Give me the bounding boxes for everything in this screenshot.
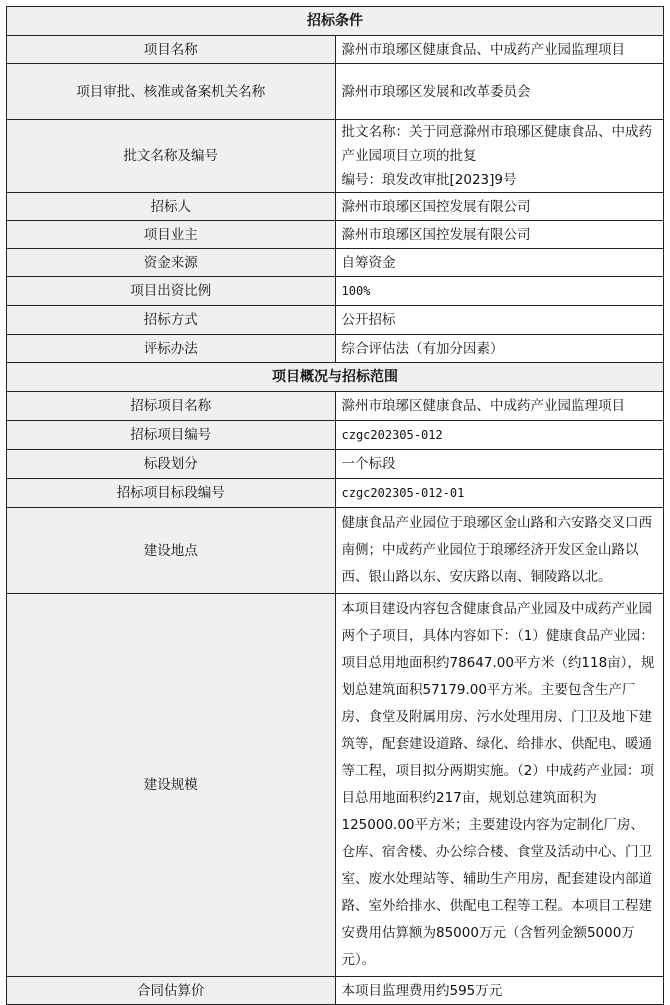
table-row xyxy=(7,221,664,249)
approval-doc-name: 批文名称：关于同意滁州市琅琊区健康食品、中成药产业园项目立项的批复 xyxy=(341,124,652,164)
row-value: 综合评估法（有加分因素） xyxy=(335,335,664,363)
row-label: 招标项目标段编号 xyxy=(7,479,336,508)
row-value: 本项目建设内容包含健康食品产业园及中成药产业园两个子项目，具体内容如下：（1）健康食品产业园：项目总用地面积约78647.00平方米（约118亩），规划总建筑面积57179.00平方米。主要包含生产厂房、食堂及附属用房、污水处理用房、门卫及地下建筑等，配套建设道路、绿化、给排水、供配电、暖通等工程，项目拟分两期实施。（2）中成药产业园：项目总用地面积约217亩，规划总建筑面积为125000.00平方米；主要建设内容为定制化厂房、仓库、宿舍楼、办公综合楼、食堂及活动中心、门卫室、废水处理站等、辅助生产用房，配套建设内部道路、室外给排水、供配电工程等工程。本项目工程建安费用估算额为85000万元（含暂列金额5000万元）。 xyxy=(335,594,664,977)
row-value: 滁州市琅琊区健康食品、中成药产业园监理项目 xyxy=(335,392,664,421)
table-row xyxy=(7,277,664,306)
table-row xyxy=(7,421,664,450)
row-label: 项目出资比例 xyxy=(7,277,336,306)
row-label: 建设规模 xyxy=(7,594,336,977)
row-label: 评标办法 xyxy=(7,335,336,363)
row-label: 项目审批、核准或备案机关名称 xyxy=(7,64,336,120)
table-row xyxy=(7,479,664,508)
row-value: 健康食品产业园位于琅琊区金山路和六安路交叉口西南侧；中成药产业园位于琅琊经济开发区金山路以西、银山路以东、安庆路以南、铜陵路以北。 xyxy=(335,508,664,594)
section-header-row xyxy=(7,7,664,36)
table-row xyxy=(7,450,664,479)
row-value: czgc202305-012-01 xyxy=(335,479,664,508)
row-label: 批文名称及编号 xyxy=(7,120,336,193)
table-row xyxy=(7,508,664,594)
row-label: 招标人 xyxy=(7,193,336,221)
row-value: 公开招标 xyxy=(335,306,664,335)
row-value: 自筹资金 xyxy=(335,249,664,277)
table-row xyxy=(7,193,664,221)
row-label: 项目名称 xyxy=(7,36,336,64)
table-row xyxy=(7,392,664,421)
table-row xyxy=(7,977,664,1005)
table-row xyxy=(7,36,664,64)
row-label: 招标项目编号 xyxy=(7,421,336,450)
row-value: 滁州市琅琊区发展和改革委员会 xyxy=(335,64,664,120)
row-value xyxy=(335,120,664,193)
table-row xyxy=(7,120,664,193)
row-value: 滁州市琅琊区国控发展有限公司 xyxy=(335,193,664,221)
table-row xyxy=(7,335,664,363)
row-label: 建设地点 xyxy=(7,508,336,594)
table-row xyxy=(7,306,664,335)
row-value: czgc202305-012 xyxy=(335,421,664,450)
row-value: 滁州市琅琊区国控发展有限公司 xyxy=(335,221,664,249)
row-label: 资金来源 xyxy=(7,249,336,277)
row-label: 项目业主 xyxy=(7,221,336,249)
section-title-tender-conditions: 招标条件 xyxy=(7,7,664,36)
row-label: 合同估算价 xyxy=(7,977,336,1005)
section-title-project-overview: 项目概况与招标范围 xyxy=(7,363,664,392)
section-header-row xyxy=(7,363,664,392)
row-value: 本项目监理费用约595万元 xyxy=(335,977,664,1005)
row-value: 100% xyxy=(335,277,664,306)
table-row xyxy=(7,249,664,277)
row-label: 招标项目名称 xyxy=(7,392,336,421)
row-label: 标段划分 xyxy=(7,450,336,479)
row-value: 一个标段 xyxy=(335,450,664,479)
table-row xyxy=(7,64,664,120)
approval-doc-number: 编号：琅发改审批[2023]9号 xyxy=(341,172,517,188)
tender-info-table xyxy=(6,6,664,1005)
table-row xyxy=(7,594,664,977)
row-label: 招标方式 xyxy=(7,306,336,335)
row-value: 滁州市琅琊区健康食品、中成药产业园监理项目 xyxy=(335,36,664,64)
